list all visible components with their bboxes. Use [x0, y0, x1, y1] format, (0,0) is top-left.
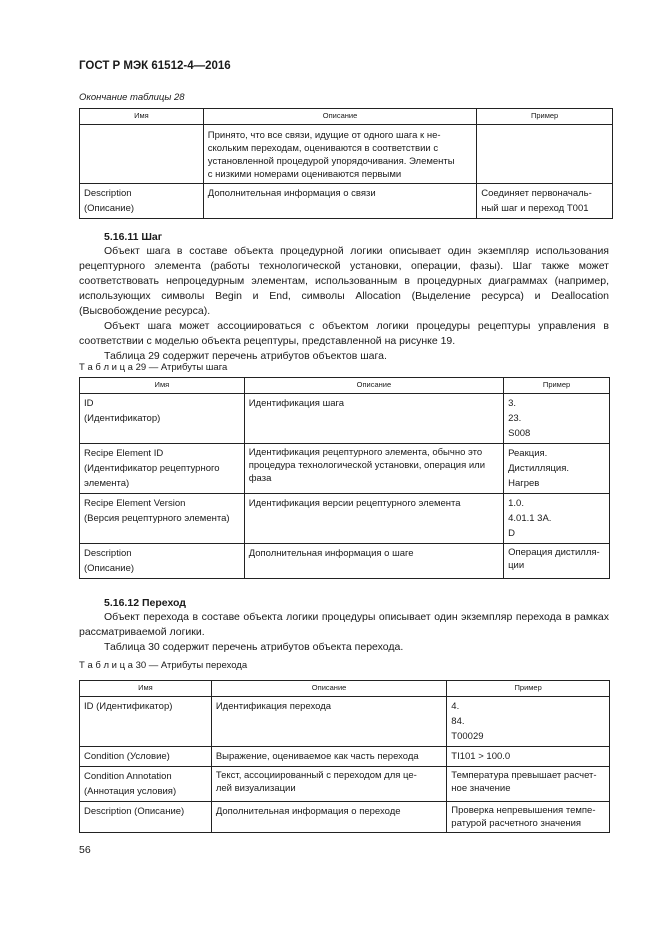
cell-description: Идентификация шага [244, 394, 503, 444]
table29-caption: Т а б л и ц а 29 — Атрибуты шага [79, 362, 228, 373]
column-header: Описание [211, 681, 446, 697]
cell-description: Идентификация версии рецептурного элемента [244, 494, 503, 544]
cell-example [477, 125, 613, 184]
table-row [80, 494, 610, 544]
cell-name: Recipe Element Version (Версия рецептурного элемента) [80, 494, 245, 544]
cell-name: ID (Идентификатор) [80, 394, 245, 444]
cell-name [80, 125, 204, 184]
cell-name: Recipe Element ID (Идентификатор рецептурного элемента) [80, 444, 245, 494]
column-header: Имя [80, 681, 212, 697]
table-row [80, 767, 610, 802]
page-number: 56 [79, 844, 91, 856]
cell-example: Проверка непревышения темпе- ратурой расчетного значения [447, 802, 610, 833]
cell-example: Температура превышает расчет- ное значение [447, 767, 610, 802]
column-header: Описание [244, 378, 503, 394]
table29 [79, 377, 610, 579]
paragraph: Таблица 29 содержит перечень атрибутов объектов шага. [104, 350, 387, 362]
section-title: 5.16.11 Шаг [104, 231, 163, 243]
table-row [80, 697, 610, 747]
cell-name: ID (Идентификатор) [80, 697, 212, 747]
table-row [80, 544, 610, 579]
cell-name: Condition (Условие) [80, 747, 212, 767]
cell-name: Description (Описание) [80, 802, 212, 833]
column-header: Описание [203, 109, 476, 125]
cell-name: Description (Описание) [80, 544, 245, 579]
document-header: ГОСТ Р МЭК 61512-4—2016 [79, 60, 231, 72]
cell-example: 4. 84. T00029 [447, 697, 610, 747]
section-body [79, 610, 609, 655]
paragraph: Объект шага может ассоциироваться с объектом логики процедуры рецептуры управления в соответствии с моделью объекта рецептуры, представленной на рисунке 19. [79, 320, 609, 347]
column-header: Имя [80, 109, 204, 125]
table-row [80, 747, 610, 767]
column-header: Пример [477, 109, 613, 125]
cell-description: Идентификация перехода [211, 697, 446, 747]
column-header: Пример [504, 378, 610, 394]
cell-example: 1.0. 4.01.1 3A. D [504, 494, 610, 544]
cell-example: 3. 23. S008 [504, 394, 610, 444]
table-row [80, 184, 613, 219]
cell-description: Принято, что все связи, идущие от одного шага к не- скольким переходам, оцениваются в соответствии с установленной процедурой упорядочивания. Элементы с низкими номерами оцениваются первыми [203, 125, 476, 184]
column-header: Пример [447, 681, 610, 697]
table30-caption: Т а б л и ц а 30 — Атрибуты перехода [79, 660, 248, 671]
cell-name: Condition Annotation (Аннотация условия) [80, 767, 212, 802]
cell-example: Соединяет первоначаль- ный шаг и переход T001 [477, 184, 613, 219]
table-header-row [80, 378, 610, 394]
cell-description: Дополнительная информация о переходе [211, 802, 446, 833]
column-header: Имя [80, 378, 245, 394]
cell-example: Реакция. Дистилляция. Нагрев [504, 444, 610, 494]
paragraph: Объект перехода в составе объекта логики процедуры описывает один экземпляр перехода в рамках рассматриваемой логики. [79, 611, 609, 638]
table30 [79, 680, 610, 833]
table28-caption: Окончание таблицы 28 [79, 92, 185, 103]
table-row [80, 444, 610, 494]
cell-example: Операция дистилля- ции [504, 544, 610, 579]
paragraph: Таблица 30 содержит перечень атрибутов объекта перехода. [104, 641, 404, 653]
cell-description: Текст, ассоциированный с переходом для це- лей визуализации [211, 767, 446, 802]
table-header-row [80, 109, 613, 125]
table-row [80, 802, 610, 833]
cell-example: TI101 > 100.0 [447, 747, 610, 767]
paragraph: Объект шага в составе объекта процедурной логики описывает один экземпляр использования рецептурного элемента (работы технологической установки, операции, фазы). Шаг также может соответствовать непроцедурным элементам, использованным в процедурных диаграммах (например, использующих символы Begin и End, символы Allocation (Выделение ресурса) и Deallocation (Высвобождение ресурса). [79, 245, 609, 317]
section-body [79, 244, 609, 364]
section-title: 5.16.12 Переход [104, 597, 186, 609]
table-row [80, 394, 610, 444]
cell-description: Дополнительная информация о связи [203, 184, 476, 219]
cell-name: Description (Описание) [80, 184, 204, 219]
cell-description: Дополнительная информация о шаге [244, 544, 503, 579]
cell-description: Идентификация рецептурного элемента, обычно это процедура технологической установки, операция или фаза [244, 444, 503, 494]
cell-description: Выражение, оцениваемое как часть перехода [211, 747, 446, 767]
table28 [79, 108, 613, 219]
table-header-row [80, 681, 610, 697]
table-row [80, 125, 613, 184]
